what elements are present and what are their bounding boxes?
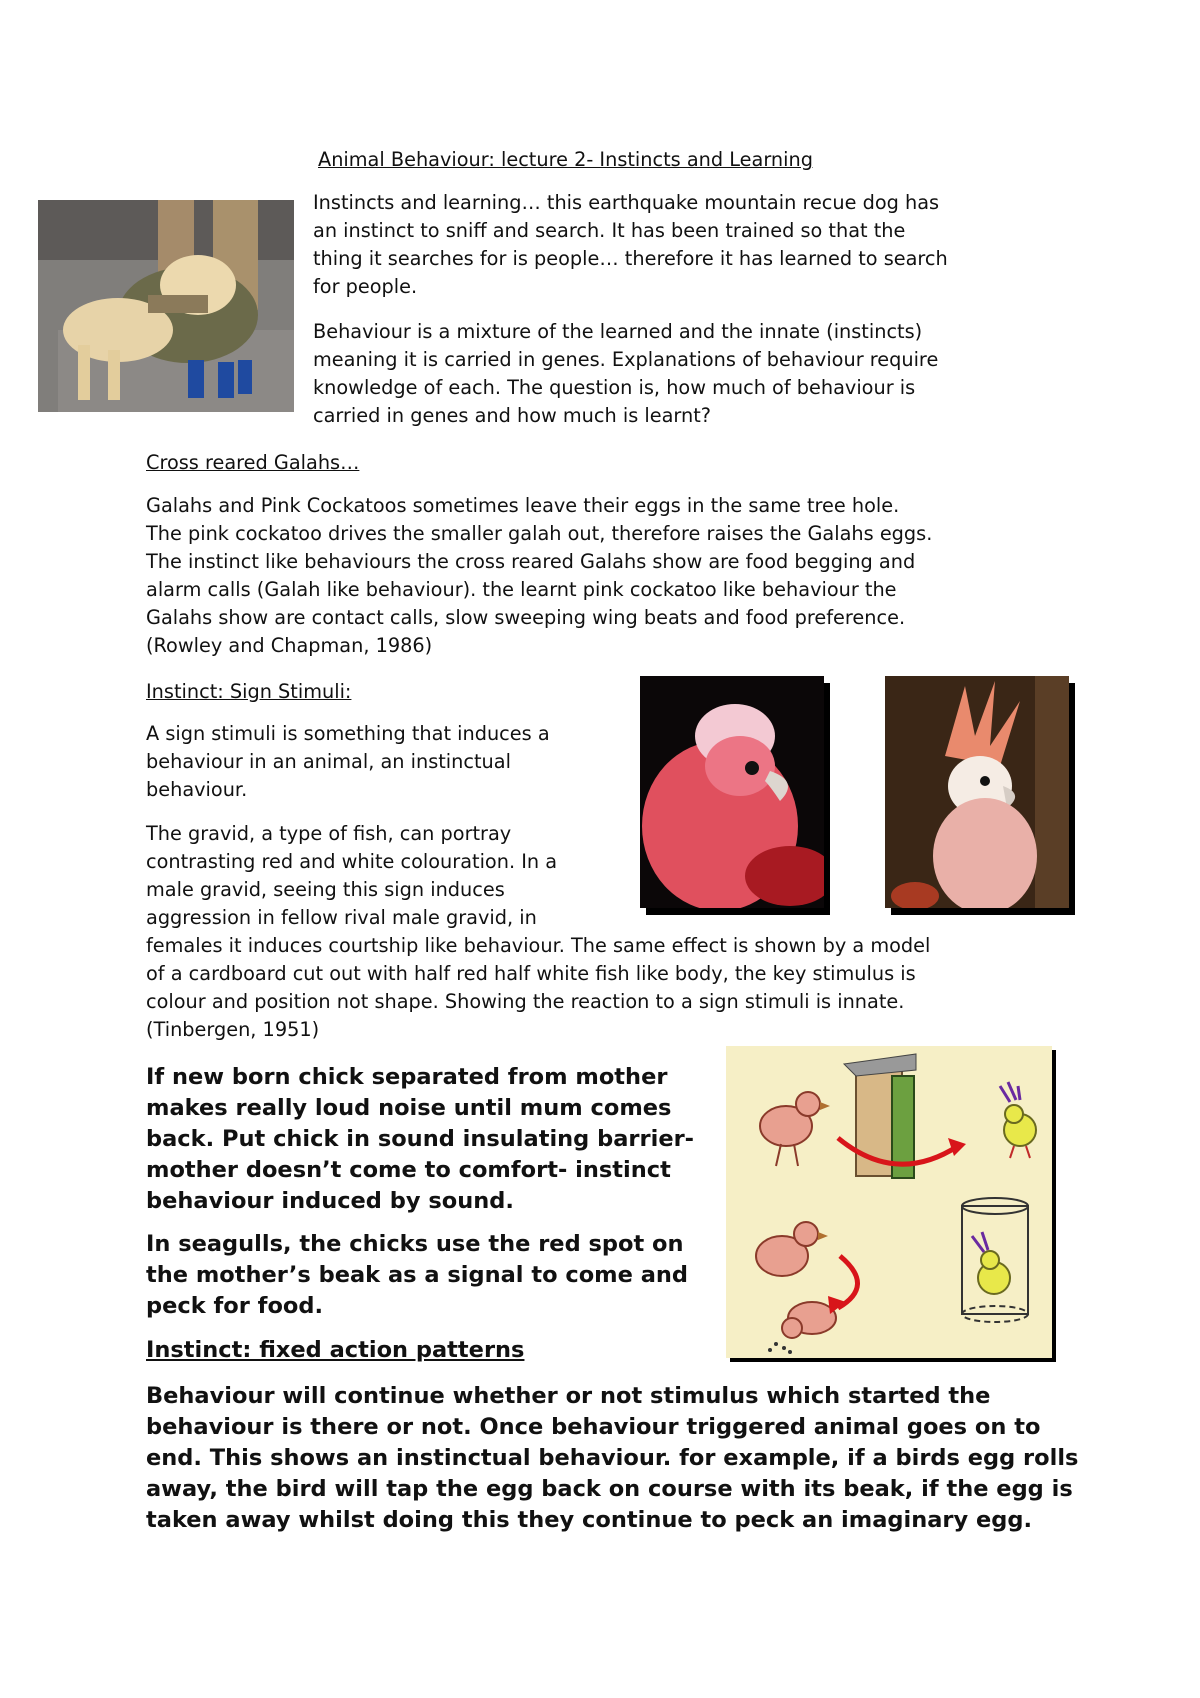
rescue-dog-photo <box>38 200 294 412</box>
text-line: thing it searches for is people… therefore it has learned to search <box>313 247 948 270</box>
text-line: Instincts and learning… this earthquake mountain recue dog has <box>313 191 940 214</box>
text-line: peck for food. <box>146 1293 324 1319</box>
text-line: The gravid, a type of fish, can portray <box>146 822 512 845</box>
intro-paragraph-1 <box>313 189 1173 301</box>
text-line: meaning it is carried in genes. Explanations of behaviour require <box>313 348 939 371</box>
galah-photo <box>640 676 824 908</box>
text-line: carried in genes and how much is learnt? <box>313 404 712 427</box>
sign-paragraph-1 <box>146 720 636 804</box>
fixed-action-paragraph <box>146 1381 1146 1536</box>
text-line: contrasting red and white colouration. In a <box>146 850 558 873</box>
section-heading-galahs: Cross reared Galahs… <box>146 451 360 474</box>
text-line: for people. <box>313 275 418 298</box>
chick-paragraph-1 <box>146 1062 706 1217</box>
cockatoo-photo <box>885 676 1069 908</box>
page-title: Animal Behaviour: lecture 2- Instincts and Learning <box>318 148 813 171</box>
text-line: behaviour. <box>146 778 248 801</box>
text-line: aggression in fellow rival male gravid, in <box>146 906 537 929</box>
text-line: knowledge of each. The question is, how much of behaviour is <box>313 376 916 399</box>
text-line: the mother’s beak as a signal to come and <box>146 1262 689 1288</box>
text-line: In seagulls, the chicks use the red spot on <box>146 1231 684 1257</box>
chick-paragraph-2 <box>146 1229 706 1322</box>
text-line: taken away whilst doing this they continue to peck an imaginary egg. <box>146 1507 1033 1533</box>
text-line: behaviour is there or not. Once behaviour triggered animal goes on to <box>146 1414 1041 1440</box>
section-heading-sign-stimuli: Instinct: Sign Stimuli: <box>146 680 352 703</box>
text-line: male gravid, seeing this sign induces <box>146 878 505 901</box>
text-line: end. This shows an instinctual behaviour. for example, if a birds egg rolls <box>146 1445 1079 1471</box>
text-line: of a cardboard cut out with half red half white fish like body, the key stimulus is <box>146 962 916 985</box>
text-line: makes really loud noise until mum comes <box>146 1095 672 1121</box>
text-line: The pink cockatoo drives the smaller galah out, therefore raises the Galahs eggs. <box>146 522 933 545</box>
text-line: Behaviour is a mixture of the learned and the innate (instincts) <box>313 320 923 343</box>
text-line: (Rowley and Chapman, 1986) <box>146 634 433 657</box>
galahs-paragraph <box>146 492 1146 660</box>
text-line: Behaviour will continue whether or not stimulus which started the <box>146 1383 991 1409</box>
text-line: behaviour induced by sound. <box>146 1188 514 1214</box>
text-line: colour and position not shape. Showing the reaction to a sign stimuli is innate. <box>146 990 905 1013</box>
text-line: Galahs and Pink Cockatoos sometimes leave their eggs in the same tree hole. <box>146 494 900 517</box>
text-line: an instinct to sniff and search. It has been trained so that the <box>313 219 906 242</box>
text-line: mother doesn’t come to comfort- instinct <box>146 1157 671 1183</box>
text-line: The instinct like behaviours the cross reared Galahs show are food begging and <box>146 550 916 573</box>
text-line: Galahs show are contact calls, slow sweeping wing beats and food preference. <box>146 606 906 629</box>
text-line: A sign stimuli is something that induces a <box>146 722 550 745</box>
intro-paragraph-2 <box>313 318 1173 430</box>
text-line: If new born chick separated from mother <box>146 1064 668 1090</box>
text-line: back. Put chick in sound insulating barrier- <box>146 1126 695 1152</box>
section-heading-fixed-action: Instinct: fixed action patterns <box>146 1337 525 1363</box>
text-line: alarm calls (Galah like behaviour). the learnt pink cockatoo like behaviour the <box>146 578 897 601</box>
text-line: (Tinbergen, 1951) <box>146 1018 320 1041</box>
text-line: behaviour in an animal, an instinctual <box>146 750 511 773</box>
chick-diagram <box>726 1046 1052 1358</box>
text-line: females it induces courtship like behaviour. The same effect is shown by a model <box>146 934 931 957</box>
text-line: away, the bird will tap the egg back on course with its beak, if the egg is <box>146 1476 1073 1502</box>
